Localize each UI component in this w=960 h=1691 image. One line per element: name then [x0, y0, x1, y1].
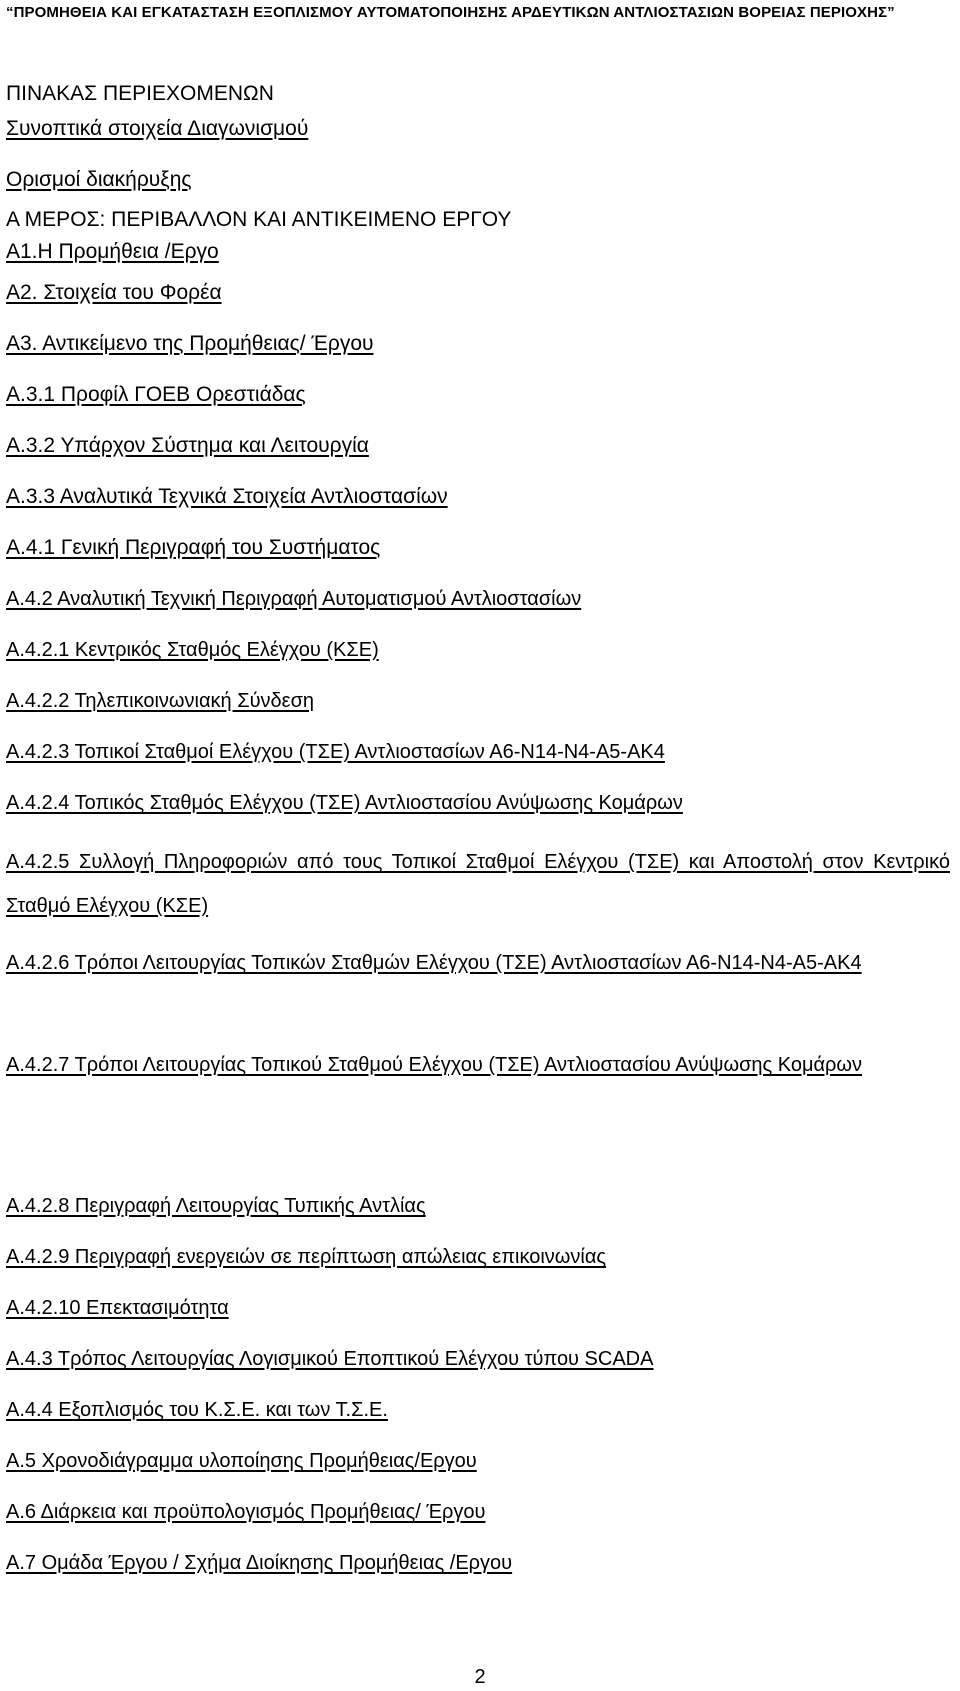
toc-entry[interactable] — [6, 381, 950, 409]
toc-section-a: Α ΜΕΡΟΣ: ΠΕΡΙΒΑΛΛΟΝ ΚΑΙ ΑΝΤΙΚΕΙΜΕΝΟ ΕΡΓΟΥ — [6, 208, 512, 231]
toc-link-a5[interactable]: Α.5 Χρονοδιάγραμμα υλοποίησης Προμήθειας/Εργου — [6, 1450, 477, 1472]
toc-entry[interactable] — [6, 330, 950, 358]
toc-link-a423[interactable]: Α.4.2.3 Τοπικοί Σταθμοί Ελέγχου (ΤΣΕ) Αντλιοστασίων Α6-Ν14-Ν4-Α5-ΑΚ4 — [6, 741, 665, 763]
toc-entry[interactable] — [6, 636, 950, 664]
toc-entry[interactable] — [6, 585, 950, 613]
toc-entry[interactable] — [6, 115, 950, 143]
toc-link-a424[interactable]: Α.4.2.4 Τοπικός Σταθμός Ελέγχου (ΤΣΕ) Αντλιοστασίου Ανύψωσης Κομάρων — [6, 792, 683, 814]
toc-entry[interactable] — [6, 238, 950, 266]
toc-link-a422[interactable]: Α.4.2.2 Τηλεπικοινωνιακή Σύνδεση — [6, 690, 315, 712]
toc-entry[interactable] — [6, 1294, 950, 1322]
toc-entry[interactable] — [6, 1043, 950, 1087]
toc-link-summary[interactable]: Συνοπτικά στοιχεία Διαγωνισμού — [6, 117, 309, 140]
toc-entry[interactable] — [6, 941, 950, 985]
toc-link-a1[interactable]: Α1.Η Προμήθεια /Εργο — [6, 240, 219, 263]
toc-entry — [6, 206, 950, 234]
toc-link-a44[interactable]: Α.4.4 Εξοπλισμός του Κ.Σ.Ε. και των Τ.Σ.Ε. — [6, 1399, 388, 1421]
toc-entry[interactable] — [6, 534, 950, 562]
toc-link-a429[interactable]: Α.4.2.9 Περιγραφή ενεργειών σε περίπτωση απώλειας επικοινωνίας — [6, 1246, 607, 1268]
toc-entry[interactable] — [6, 1396, 950, 1424]
toc-entry[interactable] — [6, 1192, 950, 1220]
toc-link-a4210[interactable]: Α.4.2.10 Επεκτασιμότητα — [6, 1297, 229, 1319]
page-number: 2 — [474, 1666, 486, 1688]
toc-link-a6[interactable]: Α.6 Διάρκεια και προϋπολογισμός Προμήθειας/ Έργου — [6, 1501, 486, 1523]
toc-entry[interactable] — [6, 738, 950, 766]
toc-link-a32[interactable]: Α.3.2 Υπάρχον Σύστημα και Λειτουργία — [6, 434, 369, 457]
toc-link-a421[interactable]: Α.4.2.1 Κεντρικός Σταθμός Ελέγχου (ΚΣΕ) — [6, 639, 379, 661]
toc-link-a41[interactable]: Α.4.1 Γενική Περιγραφή του Συστήματος — [6, 536, 381, 559]
toc-link-a425[interactable]: Α.4.2.5 Συλλογή Πληροφοριών από τους Τοπικοί Σταθμοί Ελέγχου (ΤΣΕ) και Αποστολή στον Κεντρικό Σταθμό Ελέγχου (ΚΣΕ) — [6, 851, 950, 917]
toc-entry[interactable] — [6, 279, 950, 307]
toc-link-a3[interactable]: Α3. Αντικείμενο της Προμήθειας/ Έργου — [6, 332, 374, 355]
toc-link-a31[interactable]: Α.3.1 Προφίλ ΓΟΕΒ Ορεστιάδας — [6, 383, 306, 406]
toc-link-a7[interactable]: Α.7 Ομάδα Έργου / Σχήμα Διοίκησης Προμήθειας /Εργου — [6, 1552, 513, 1574]
toc-entry[interactable] — [6, 166, 950, 194]
toc-entry[interactable] — [6, 483, 950, 511]
toc-link-a33[interactable]: Α.3.3 Αναλυτικά Τεχνικά Στοιχεία Αντλιοστασίων — [6, 485, 448, 508]
document-header: “ΠΡΟΜΗΘΕΙΑ ΚΑΙ ΕΓΚΑΤΑΣΤΑΣΗ ΕΞΟΠΛΙΣΜΟΥ ΑΥΤΟΜΑΤΟΠΟΙΗΣΗΣ ΑΡΔΕΥΤΙΚΩΝ ΑΝΤΛΙΟΣΤΑΣΙΩΝ ΒΟΡΕΙΑΣ ΠΕΡΙΟΧΗΣ” — [6, 4, 895, 21]
toc-link-a42[interactable]: Α.4.2 Αναλυτική Τεχνική Περιγραφή Αυτοματισμού Αντλιοστασίων — [6, 588, 582, 610]
toc-title: ΠΙΝΑΚΑΣ ΠΕΡΙΕΧΟΜΕΝΩΝ — [6, 82, 274, 105]
toc-entry[interactable] — [6, 687, 950, 715]
toc-link-a426[interactable]: Α.4.2.6 Τρόποι Λειτουργίας Τοπικών Σταθμών Ελέγχου (ΤΣΕ) Αντλιοστασίων Α6-Ν14-Ν4-Α5-ΑΚ4 — [6, 952, 862, 974]
toc-entry[interactable] — [6, 840, 950, 928]
toc-link-a2[interactable]: Α2. Στοιχεία του Φορέα — [6, 281, 222, 304]
toc-entry[interactable] — [6, 1447, 950, 1475]
toc-link-a43[interactable]: Α.4.3 Τρόπος Λειτουργίας Λογισμικού Εποπτικού Ελέγχου τύπου SCADA — [6, 1348, 654, 1370]
toc-link-definitions[interactable]: Ορισμοί διακήρυξης — [6, 168, 192, 191]
toc-link-a427[interactable]: Α.4.2.7 Τρόποι Λειτουργίας Τοπικού Σταθμού Ελέγχου (ΤΣΕ) Αντλιοστασίου Ανύψωσης Κομάρων — [6, 1054, 863, 1076]
toc-entry[interactable] — [6, 1345, 950, 1373]
toc-entry[interactable] — [6, 1549, 950, 1577]
toc-entry[interactable] — [6, 432, 950, 460]
toc-entry[interactable] — [6, 1243, 950, 1271]
toc-link-a428[interactable]: Α.4.2.8 Περιγραφή Λειτουργίας Τυπικής Αντλίας — [6, 1195, 426, 1217]
toc-entry[interactable] — [6, 789, 950, 817]
toc-entry[interactable] — [6, 1498, 950, 1526]
